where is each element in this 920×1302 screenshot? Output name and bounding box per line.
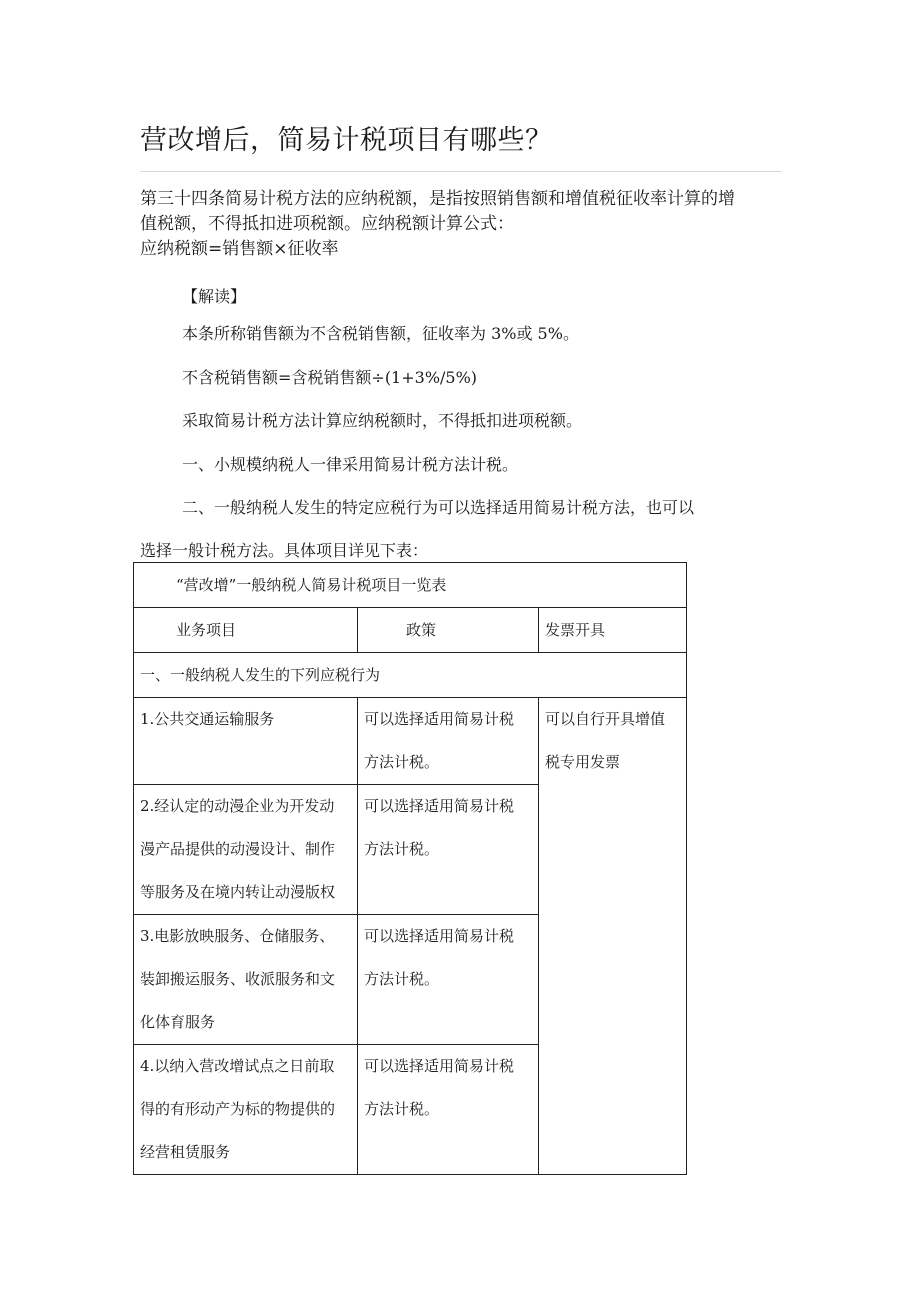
item-cell [134, 698, 358, 785]
item-text: 4.以纳入营改增试点之日前取 [140, 1057, 335, 1075]
item-cell [134, 915, 358, 1045]
item-text: 3.电影放映服务、仓储服务、 [140, 927, 335, 945]
header-cell [539, 608, 687, 653]
policy-text: 可以选择适用简易计税 [364, 1057, 515, 1075]
table-row [134, 698, 687, 785]
header-cell [134, 608, 358, 653]
article-lead [140, 187, 785, 262]
policy-text: 方法计税。 [364, 1100, 440, 1118]
item-cell [134, 1045, 358, 1175]
policy-text: 可以选择适用简易计税 [364, 797, 515, 815]
item-text: 1.公共交通运输服务 [140, 710, 275, 728]
paragraph: 不含税销售额=含税销售额÷(1+3%/5%) [182, 368, 478, 387]
invoice-text: 可以自行开具增值 [545, 710, 666, 728]
item-cell [134, 785, 358, 915]
formula-line: 应纳税额=销售额×征收率 [140, 239, 339, 259]
tax-items-table [133, 562, 687, 1175]
item-text: 得的有形动产为标的物提供的 [140, 1100, 336, 1118]
table-caption: “营改增”一般纳税人简易计税项目一览表 [176, 576, 447, 594]
title-divider [140, 171, 782, 172]
paragraph: 本条所称销售额为不含税销售额，征收率为 3%或 5%。 [182, 324, 579, 343]
section-cell [134, 653, 687, 698]
policy-text: 方法计税。 [364, 970, 440, 988]
paragraph: 选择一般计税方法。具体项目详见下表： [140, 541, 429, 560]
item-text: 等服务及在境内转让动漫版权 [140, 883, 336, 901]
article-title: 营改增后，简易计税项目有哪些？ [140, 125, 553, 156]
lead-line: 值税额，不得抵扣进项税额。应纳税额计算公式： [140, 214, 514, 234]
policy-text: 方法计税。 [364, 753, 440, 771]
item-text: 2.经认定的动漫企业为开发动 [140, 797, 335, 815]
header-policy: 政策 [406, 621, 437, 639]
item-text: 漫产品提供的动漫设计、制作 [140, 840, 336, 858]
paragraph: 二、一般纳税人发生的特定应税行为可以选择适用简易计税方法，也可以 [182, 498, 695, 517]
header-cell [358, 608, 539, 653]
policy-text: 可以选择适用简易计税 [364, 927, 515, 945]
policy-cell [358, 1045, 539, 1175]
lead-line: 第三十四条简易计税方法的应纳税额，是指按照销售额和增值税征收率计算的增 [140, 189, 735, 209]
header-item: 业务项目 [176, 621, 237, 639]
policy-cell [358, 785, 539, 915]
item-text: 经营租赁服务 [140, 1143, 231, 1161]
section-label: 一、一般纳税人发生的下列应税行为 [140, 666, 381, 684]
invoice-cell [539, 698, 687, 1175]
policy-text: 方法计税。 [364, 840, 440, 858]
table-caption-cell [134, 563, 687, 608]
paragraph: 采取简易计税方法计算应纳税额时，不得抵扣进项税额。 [182, 411, 583, 430]
header-invoice: 发票开具 [545, 621, 606, 639]
policy-cell [358, 698, 539, 785]
invoice-text: 税专用发票 [545, 753, 621, 771]
paragraph: 一、小规模纳税人一律采用简易计税方法计税。 [182, 455, 519, 474]
policy-text: 可以选择适用简易计税 [364, 710, 515, 728]
item-text: 装卸搬运服务、收派服务和文 [140, 970, 336, 988]
policy-cell [358, 915, 539, 1045]
item-text: 化体育服务 [140, 1013, 216, 1031]
interpret-heading: 【解读】 [182, 287, 247, 306]
